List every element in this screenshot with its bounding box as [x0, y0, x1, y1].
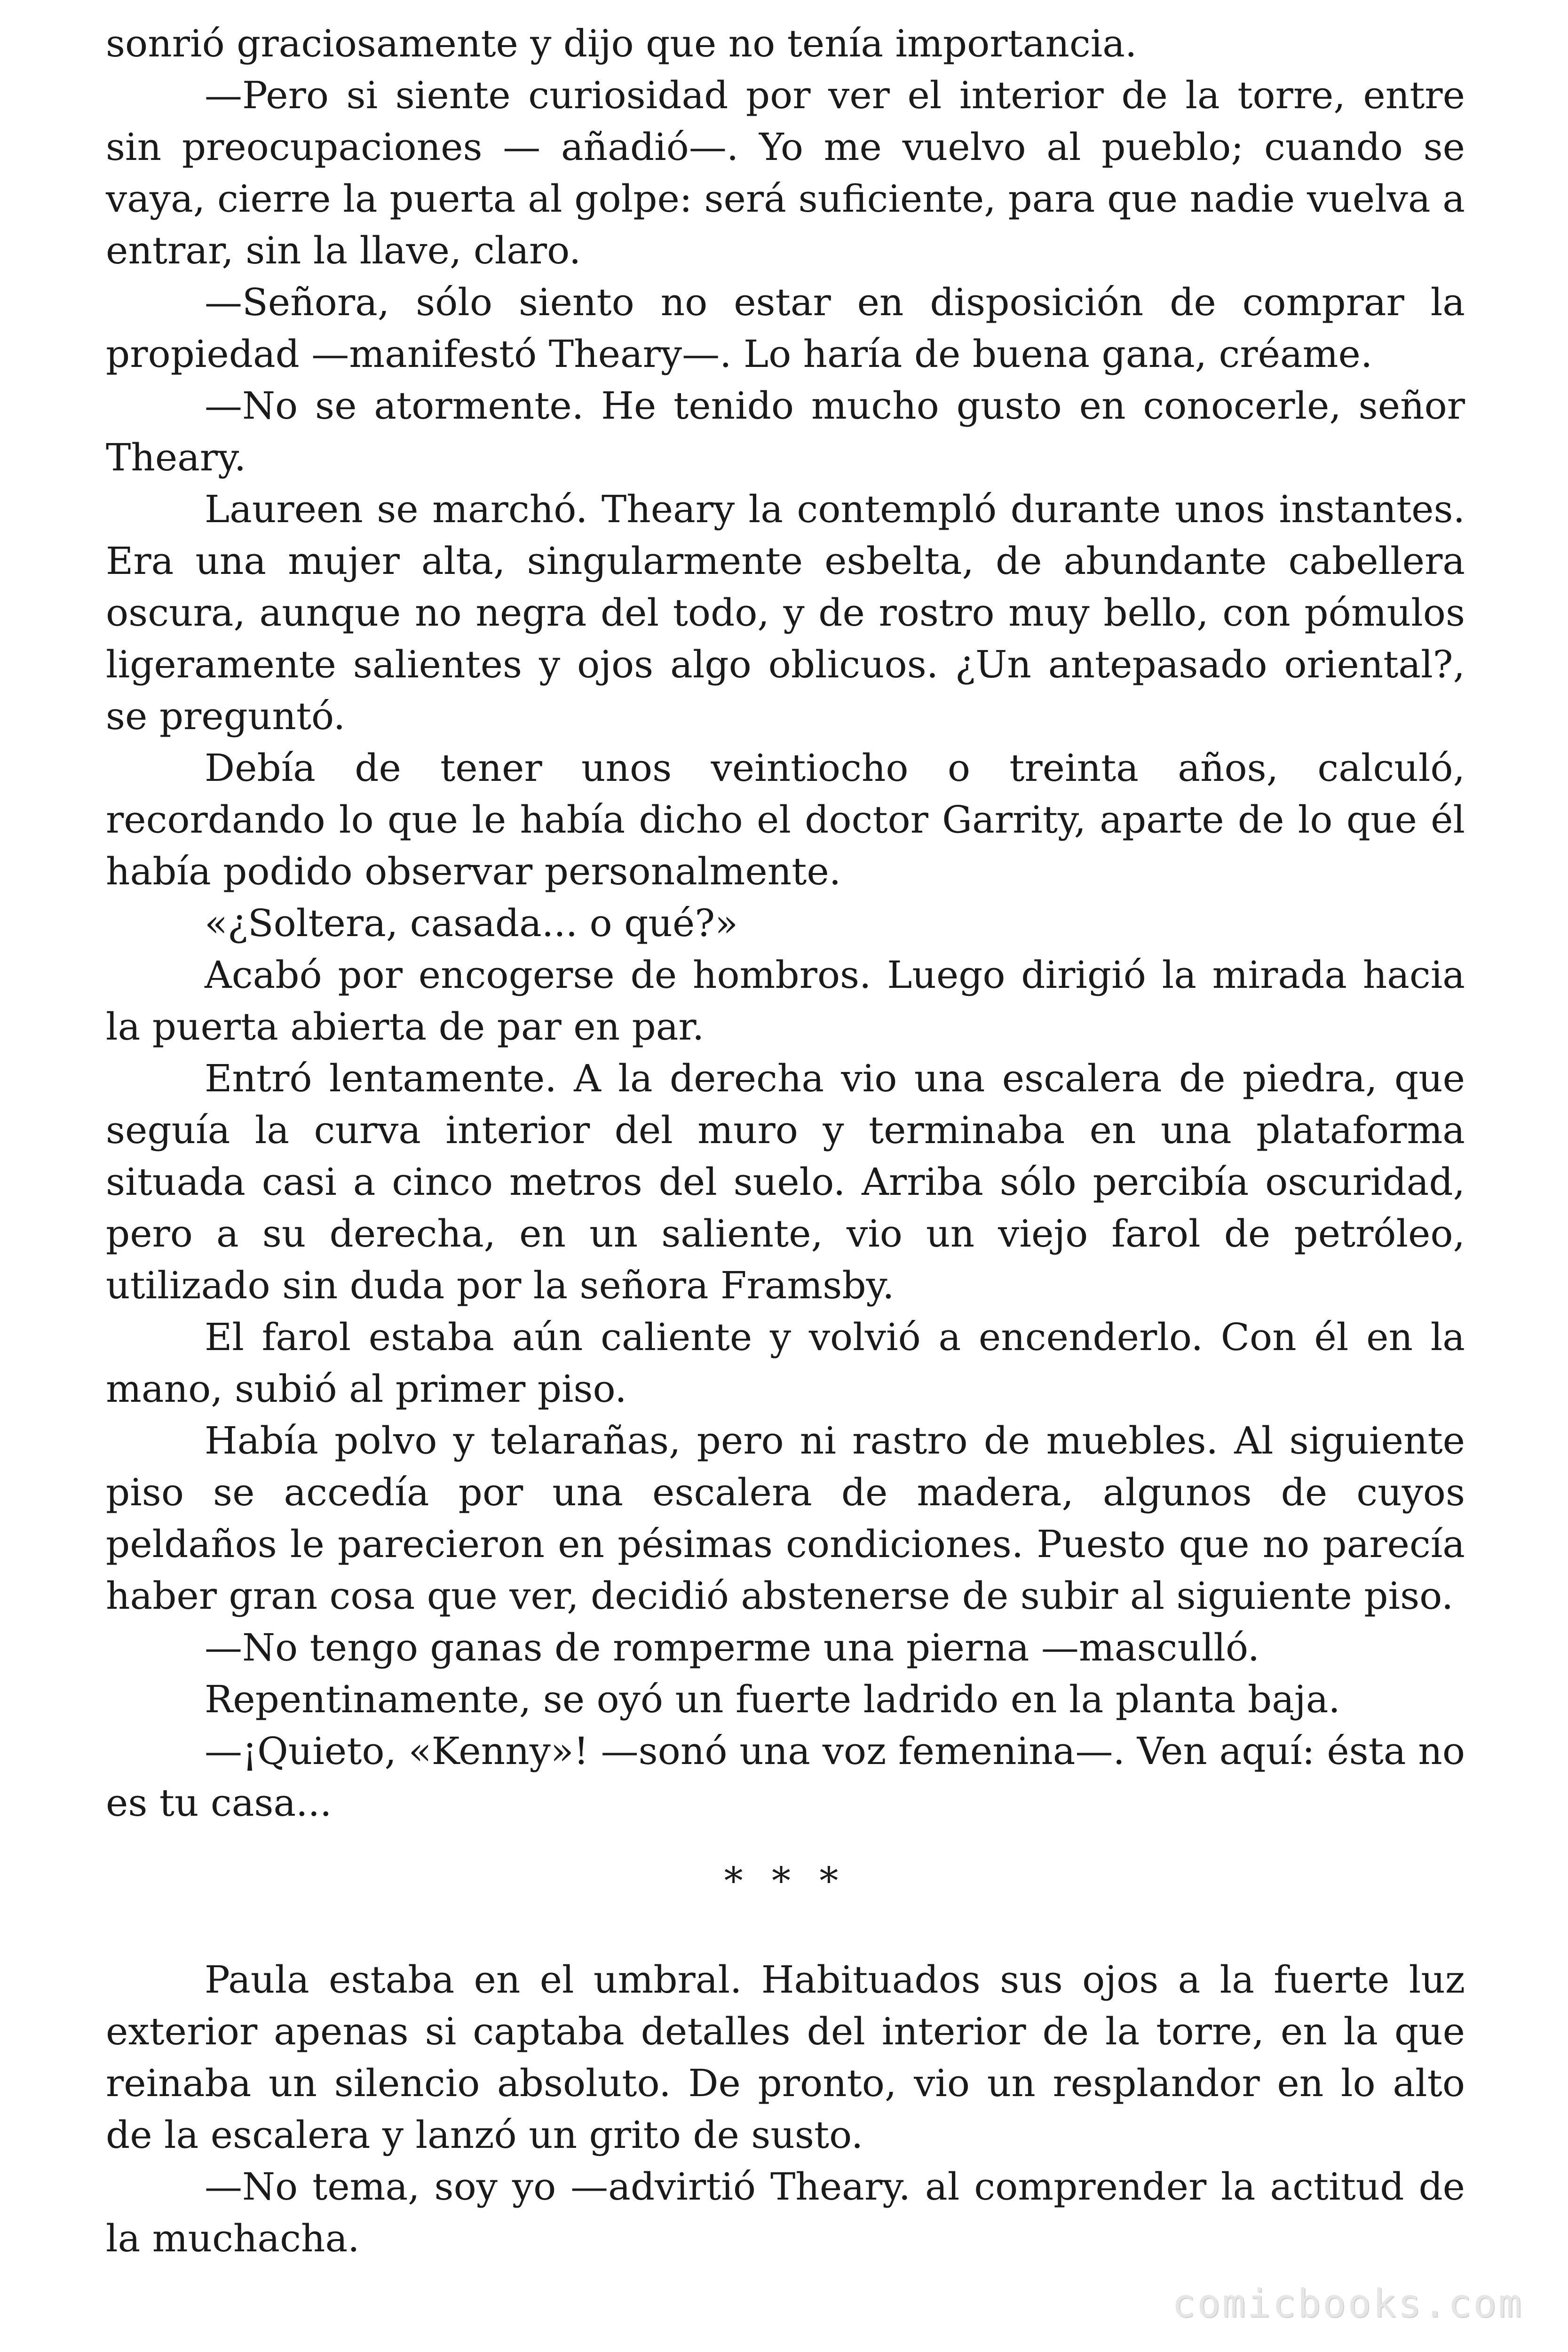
paragraph: sonrió graciosamente y dijo que no tenía importancia.	[106, 22, 1137, 65]
watermark: comicbooks.com	[1172, 2281, 1523, 2326]
paragraph: Había polvo y telarañas, pero ni rastro de muebles. Al siguiente piso se accedía por una escalera de madera, algunos de cuyos peldaños le parecieron en pésimas condiciones. Puesto que no parecía haber gran cosa que ver, decidió abstenerse de subir al siguiente piso.	[106, 1419, 1465, 1618]
paragraph: —No tema, soy yo —advirtió Theary. al comprender la actitud de la muchacha.	[106, 2165, 1465, 2260]
paragraph: Paula estaba en el umbral. Habituados sus ojos a la fuerte luz exterior apenas si captaba detalles del interior de la torre, en la que reinaba un silencio absoluto. De pronto, vio un resplandor en lo alto de la escalera y lanzó un grito de susto.	[106, 1958, 1465, 2157]
paragraph: —No se atormente. He tenido mucho gusto en conocerle, señor Theary.	[106, 384, 1465, 479]
paragraph: —Señora, sólo siento no estar en disposición de comprar la propiedad —manifestó Theary—. Lo haría de buena gana, créame.	[106, 280, 1465, 376]
paragraph: —Pero si siente curiosidad por ver el interior de la torre, entre sin preocupaciones — añadió—. Yo me vuelvo al pueblo; cuando se vaya, cierre la puerta al golpe: será suficiente, para que nadie vuelva a entrar, sin la llave, claro.	[106, 73, 1465, 272]
paragraph: —No tengo ganas de romperme una pierna —masculló.	[205, 1626, 1260, 1669]
paragraph: Entró lentamente. A la derecha vio una escalera de piedra, que seguía la curva interior del muro y terminaba en una plataforma situada casi a cinco metros del suelo. Arriba sólo percibía oscuridad, pero a su derecha, en un saliente, vio un viejo farol de petróleo, utilizado sin duda por la señora Framsby.	[106, 1057, 1465, 1307]
paragraph: Acabó por encogerse de hombros. Luego dirigió la mirada hacia la puerta abierta de par en par.	[106, 953, 1465, 1049]
paragraph: «¿Soltera, casada... o qué?»	[205, 901, 738, 945]
paragraph: El farol estaba aún caliente y volvió a encenderlo. Con él en la mano, subió al primer piso.	[106, 1315, 1465, 1411]
paragraph: Debía de tener unos veintiocho o treinta años, calculó, recordando lo que le había dicho el doctor Garrity, aparte de lo que él había podido observar personalmente.	[106, 746, 1465, 893]
section-separator: * * *	[724, 1859, 847, 1903]
paragraph: —¡Quieto, «Kenny»! —sonó una voz femenina—. Ven aquí: ésta no es tu casa...	[106, 1729, 1465, 1825]
paragraph: Repentinamente, se oyó un fuerte ladrido en la planta baja.	[205, 1677, 1340, 1721]
paragraph: Laureen se marchó. Theary la contempló durante unos instantes. Era una mujer alta, singularmente esbelta, de abundante cabellera oscura, aunque no negra del todo, y de rostro muy bello, con pómulos ligeramente salientes y ojos algo oblicuos. ¿Un antepasado oriental?, se preguntó.	[106, 487, 1465, 738]
page-text	[106, 18, 1465, 2265]
